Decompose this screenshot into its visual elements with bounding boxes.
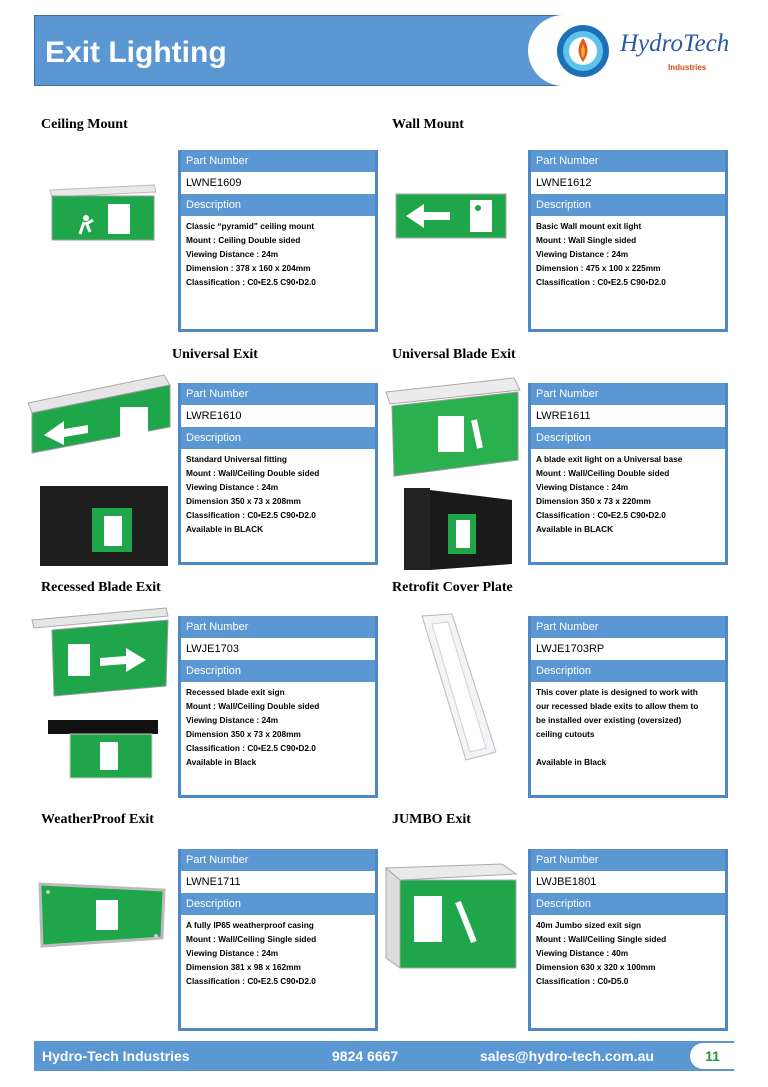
desc-line: Dimension : 475 x 100 x 225mm [536,263,661,273]
desc-line: Mount : Wall Single sided [536,235,637,245]
desc-line: our recessed blade exits to allow them to [536,701,699,711]
part-number: LWJE1703RP [536,643,605,655]
part-number: LWJE1703 [186,643,239,655]
desc-line: Viewing Distance : 24m [186,948,279,958]
desc-line: Available in Black [536,757,607,767]
desc-spacer [536,741,720,755]
description-label: Description [181,427,375,449]
desc-line: A fully IP65 weatherproof casing [186,920,314,930]
description-label: Description [181,893,375,915]
part-number-label: Part Number [181,150,375,172]
product-card [528,616,728,798]
product-card [178,383,378,565]
desc-line: Available in Black [186,757,257,767]
desc-line: Basic Wall mount exit light [536,221,642,231]
desc-line: Dimension : 378 x 160 x 204mm [186,263,311,273]
weatherproof-exit-sign-icon [38,880,166,950]
part-number-label: Part Number [181,383,375,405]
desc-line: This cover plate is designed to work with [536,687,698,697]
description [181,216,375,292]
wall-mount-exit-sign-icon [392,190,510,242]
desc-line: Available in BLACK [536,524,614,534]
page-footer [34,1041,734,1071]
desc-line: Classification : C0▪D5.0 [536,976,629,986]
product-card [178,616,378,798]
logo-subtitle: Industries [668,63,707,72]
desc-line: ceiling cutouts [536,729,595,739]
part-number-label: Part Number [531,383,725,405]
desc-line: Viewing Distance : 24m [186,715,279,725]
jumbo-exit-sign-icon [384,862,518,970]
universal-exit-black-icon [38,482,170,568]
universal-blade-exit-black-icon [400,486,516,572]
description [531,682,725,772]
page-number: 11 [690,1043,735,1069]
desc-line: Dimension 630 x 320 x 100mm [536,962,656,972]
desc-line: Viewing Distance : 24m [186,249,279,259]
desc-line: Classic “pyramid” ceiling mount [186,221,315,231]
product-card [528,849,728,1031]
desc-line: Mount : Wall/Ceiling Double sided [536,468,670,478]
part-number: LWRE1611 [536,410,591,422]
universal-exit-sign-icon [24,373,172,455]
desc-line: A blade exit light on a Universal base [536,454,683,464]
footer-email: sales@hydro-tech.com.au [480,1048,654,1064]
desc-line: 40m Jumbo sized exit sign [536,920,642,930]
desc-line: Available in BLACK [186,524,264,534]
desc-line: Mount : Wall/Ceiling Single sided [186,934,317,944]
page-title: Exit Lighting [45,36,227,69]
recessed-blade-exit-sign-icon [30,606,170,698]
description [181,915,375,991]
hydrotech-logo-icon [548,21,618,81]
desc-line: Classification : C0▪E2.5 C90▪D2.0 [186,976,316,986]
description [181,449,375,539]
desc-line: Classification : C0▪E2.5 C90▪D2.0 [186,510,316,520]
description-label: Description [531,893,725,915]
description-label: Description [531,194,725,216]
part-number: LWRE1610 [186,410,242,422]
part-number-label: Part Number [531,616,725,638]
part-number: LWNE1609 [186,177,242,189]
desc-line: Dimension 350 x 73 x 208mm [186,496,301,506]
part-number: LWNE1612 [536,177,592,189]
part-number-label: Part Number [181,616,375,638]
desc-line: Viewing Distance : 24m [186,482,279,492]
description-label: Description [531,427,725,449]
ceiling-mount-exit-sign-icon [46,182,158,242]
description [531,915,725,991]
retrofit-cover-plate-icon [412,612,500,762]
section-title: WeatherProof Exit [41,812,154,827]
section-title: Universal Blade Exit [392,347,516,362]
desc-line: Dimension 350 x 73 x 208mm [186,729,301,739]
desc-line: Classification : C0▪E2.5 C90▪D2.0 [536,277,666,287]
description [531,449,725,539]
section-title: JUMBO Exit [392,812,471,827]
desc-line: Mount : Wall/Ceiling Single sided [536,934,667,944]
desc-line: Dimension 381 x 98 x 162mm [186,962,301,972]
part-number: LWNE1711 [186,876,241,888]
part-number: LWJBE1801 [536,876,597,888]
desc-line: Viewing Distance : 40m [536,948,629,958]
product-card [178,849,378,1031]
product-card [178,150,378,332]
desc-line: Classification : C0▪E2.5 C90▪D2.0 [536,510,666,520]
universal-blade-exit-sign-icon [384,376,524,478]
product-card [528,383,728,565]
section-title: Wall Mount [392,117,464,132]
recessed-blade-exit-black-icon [44,714,162,780]
description [531,216,725,292]
product-card [528,150,728,332]
desc-line: Standard Universal fitting [186,454,287,464]
footer-phone: 9824 6667 [332,1048,399,1064]
description-label: Description [181,194,375,216]
section-title: Retrofit Cover Plate [392,580,513,595]
desc-line: Mount : Ceiling Double sided [186,235,301,245]
description-label: Description [531,660,725,682]
desc-line: Classification : C0▪E2.5 C90▪D2.0 [186,277,316,287]
section-title: Recessed Blade Exit [41,580,161,595]
desc-line: Mount : Wall/Ceiling Double sided [186,468,320,478]
desc-line: Recessed blade exit sign [186,687,285,697]
part-number-label: Part Number [181,849,375,871]
desc-line: Classification : C0▪E2.5 C90▪D2.0 [186,743,316,753]
desc-line: be installed over existing (oversized) [536,715,682,725]
section-title: Universal Exit [172,347,258,362]
footer-company: Hydro-Tech Industries [42,1048,190,1064]
description-label: Description [181,660,375,682]
section-title: Ceiling Mount [41,117,128,132]
part-number-label: Part Number [531,849,725,871]
part-number-label: Part Number [531,150,725,172]
desc-line: Dimension 350 x 73 x 220mm [536,496,651,506]
desc-line: Viewing Distance : 24m [536,249,629,259]
desc-line: Viewing Distance : 24m [536,482,629,492]
desc-line: Mount : Wall/Ceiling Double sided [186,701,320,711]
description [181,682,375,772]
logo-name: HydroTech [620,30,730,57]
